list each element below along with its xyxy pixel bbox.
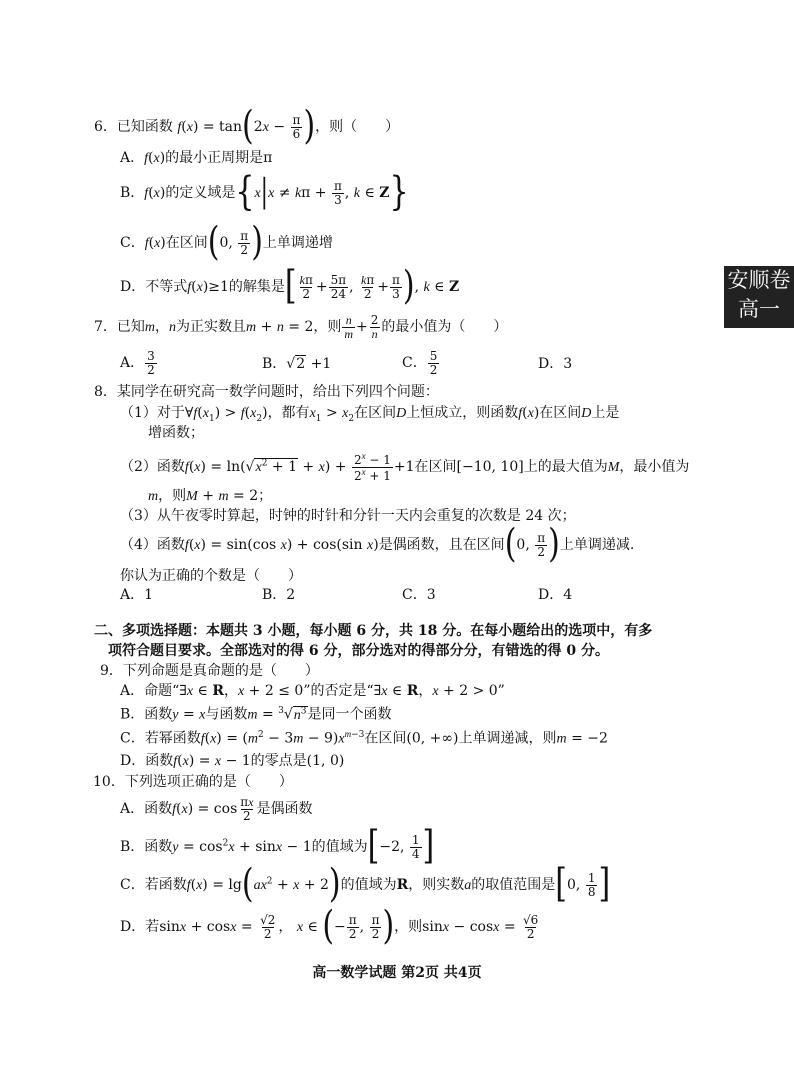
q8-option-c: C．3 (402, 587, 436, 603)
q8-item-1-cont: 增函数； (148, 425, 204, 441)
q7-option-c: C． $\frac{5}{2}$ (402, 349, 438, 377)
q8-item-4: （4）函数f(x) = sin(cos x) + cos(sin x)是偶函数，且在区间(0, $\frac{\pi}{2}$ )上单调递减. (120, 521, 635, 568)
q8-stem: 8．某同学在研究高一数学问题时，给出下列四个问题： (94, 384, 439, 400)
side-tab-line1: 安顺卷 (727, 268, 791, 292)
q8-option-d: D．4 (538, 587, 573, 603)
q9-option-a: A．命题“∃x ∈ R，x + 2 ≤ 0”的否定是“∃x ∈ R，x + 2 > 0” (120, 683, 505, 699)
q6-option-a: A．f(x)的最小正周期是π (120, 150, 273, 166)
q9-option-b: B．函数y = x与函数$m = ^3√n^3$是同一个函数 (120, 706, 392, 723)
q9-stem: 9．下列命题是真命题的是（ ） (100, 663, 319, 679)
q8-item-3: （3）从午夜零时算起，时钟的时针和分针一天内会重复的次数是 24 次； (120, 508, 576, 524)
q6-option-c: C．f(x)在区间(0, $\frac{\pi}{2}$ )上单调递增 (120, 219, 333, 266)
q6-option-b: B．f(x)的定义域是{x|x ≠ kπ + $\frac{\pi}{3}$ , k ∈ Z} (120, 169, 409, 216)
page-footer: 高一数学试题 第2页 共4页 (312, 965, 482, 981)
q8-ask: 你认为正确的个数是（ ） (120, 568, 302, 584)
q8-item-2: （2）函数$f(x) = \ln(√x^2 + 1 + x)$ + $\frac{2^x - 1}{2^x + 1}$ +1在区间[−10, 10]上的最大值为M，最小值为 (120, 451, 690, 483)
q7-option-a: A． $\frac{3}{2}$ (120, 349, 155, 377)
q9-option-d: D．函数f(x) = x − 1的零点是(1, 0) (120, 753, 345, 769)
q10-option-d: D．若sinx + cosx = $\frac{√2}{2}$ ， x ∈ (− $\frac{\pi}{2}$ , $\frac{\pi}{2}$ )，则sinx − cosx = $\frac{√6}{2}$ (120, 903, 539, 950)
q9-option-c: C．若幂函数$f(x) = (m^2 - 3m - 9)x^{m-3}$在区间(0, +∞)上单调递减，则m = −2 (120, 729, 608, 747)
side-tab-line2: 高一 (738, 297, 780, 321)
q7-stem: 7．已知m，n为正实数且m + n = 2，则 $\frac{n}{m}$ + $\frac{2}{n}$ 的最小值为（ ） (94, 313, 508, 341)
q8-item-1: （1）对于$\forall f(x_1) > f(x_2)$，都有$x_1 > x_2$在区间D上恒成立，则函数f(x)在区间D上是 (120, 405, 620, 424)
q6-option-d: D．不等式f(x)≥1的解集是[ $\frac{k\pi}{2}$ + $\frac{5\pi}{24}$ , $\frac{k\pi}{2}$ + $\frac{\pi}{3}$ ), k ∈ Z (120, 263, 460, 310)
q10-option-a: A．函数f(x) = cos $\frac{\pi x}{2}$ 是偶函数 (120, 795, 313, 823)
q8-option-b: B．2 (262, 587, 296, 603)
q10-option-c: C．若函数$f(x) = \lg(ax^2 + x + 2)$的值域为R，则实数a的取值范围是[0, $\frac{1}{8}$ ] (120, 861, 611, 908)
section-2-line1: 二、多项选择题：本题共 3 小题，每小题 6 分，共 18 分。在每小题给出的选项中，有多 (94, 623, 653, 639)
q8-option-a: A．1 (120, 587, 154, 603)
q10-stem: 10．下列选项正确的是（ ） (93, 774, 293, 790)
q10-option-b: B．函数$y = \cos^2x + \sin x - 1$的值域为[−2, $\frac{1}{4}$ ] (120, 823, 435, 870)
q6-stem: 6．已知函数 f(x) = tan(2x − $\frac{\pi}{6}$ )，则（ ） (94, 103, 400, 150)
section-2-line2: 项符合题目要求。全部选对的得 6 分，部分选对的得部分分，有错选的得 0 分。 (108, 643, 609, 659)
q7-option-b: B．√2 +1 (262, 356, 332, 372)
side-tab (724, 266, 794, 328)
q8-item-2-cont: m，则M + m = 2； (148, 488, 273, 504)
q7-option-d: D．3 (538, 356, 573, 372)
